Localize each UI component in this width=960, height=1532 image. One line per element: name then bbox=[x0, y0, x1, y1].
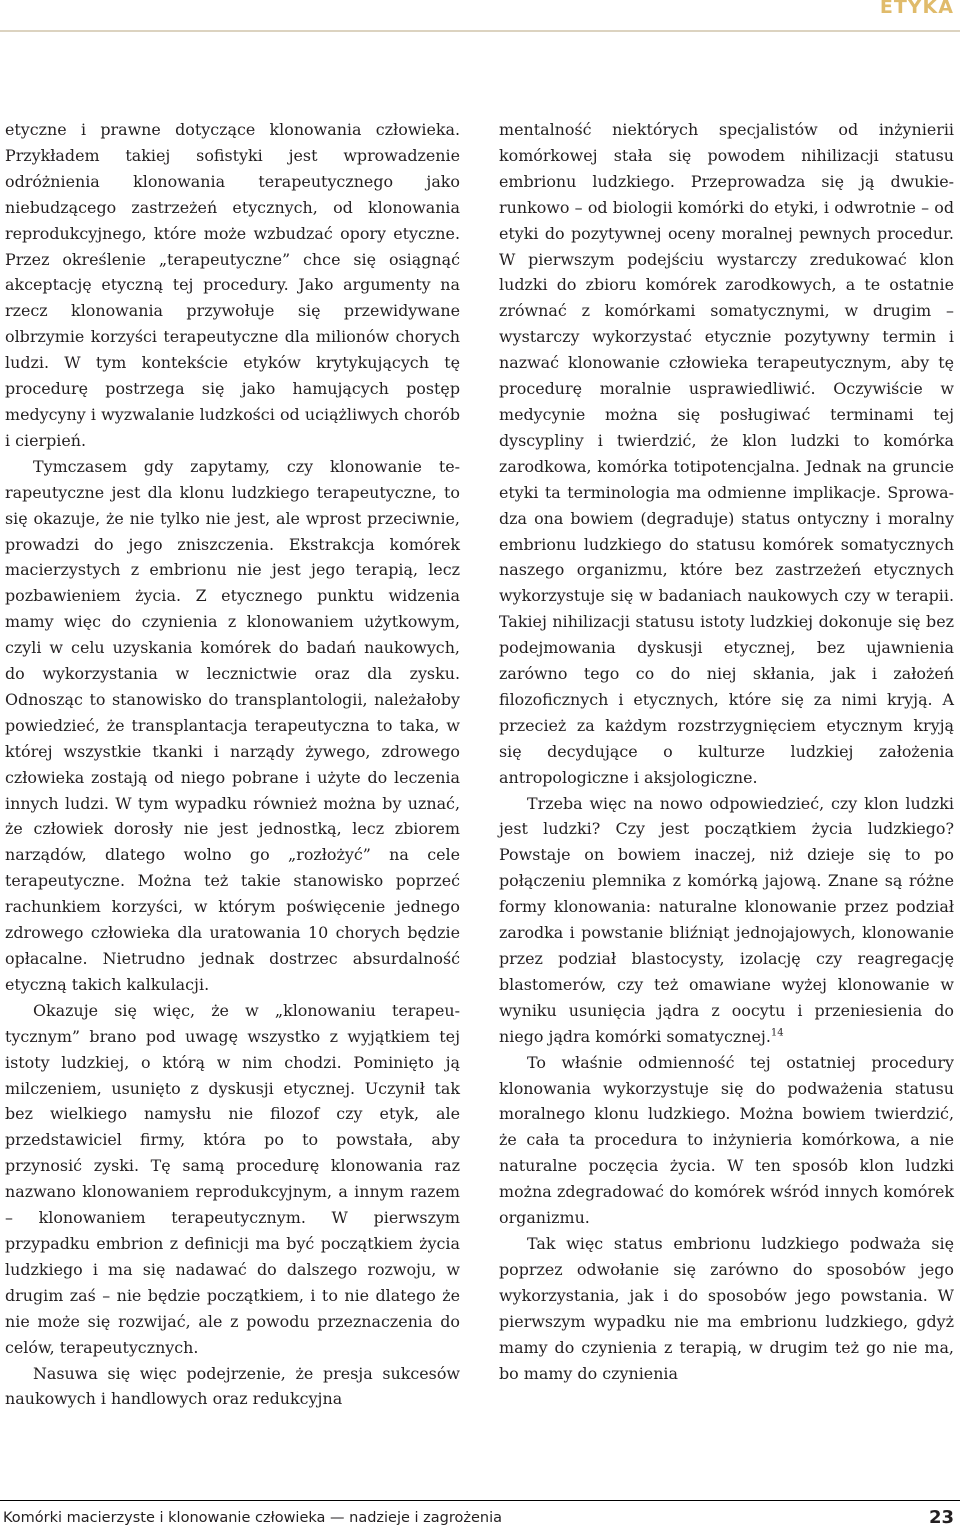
page-number: 23 bbox=[928, 1507, 954, 1528]
left-paragraph-4: Nasuwa się więc podejrzenie, że presja sukcesów naukowych i handlowych oraz redukcyjna bbox=[5, 1363, 460, 1409]
left-paragraph-2: Tymczasem gdy zapytamy, czy klonowanie terapeutyczne jest dla klonu ludzkiego terapeutyczne, to się okazuje, że nie tylko nie jest, ale wprost przeciwnie, prowadzi do jego zniszczenia. Ekstrakcja komórek macierzystych z embrionu nie jest jego terapią, lecz pozbawieniem życia. Z etycznego punktu widzenia mamy więc do czynienia z klonowaniem użytkowym, czyli w celu uzyskania komórek do badań naukowych, do wykorzystania w lecznictwie oraz dla zysku. Odnosząc to stanowisko do transplantologii, należałoby powiedzieć, że transplantacja terapeutyczna to taka, w której wszystkie tkanki i narządy żywego, zdrowego człowieka zostają od niego pobrane i użyte do leczenia innych ludzi. W tym wypadku również można by uznać, że człowiek dorosły nie jest jednostką, lecz zbiorem narządów, dlatego wolno go „rozłożyć” na cele terapeutyczne. Można też takie stanowisko poprzeć rachunkiem korzyści, w którym poświęcenie jednego zdrowego człowieka dla uratowania 10 chorych będzie opłacalne. Nietrudno jednak dostrzec absurdalność etyczną takich kalkulacji. bbox=[5, 456, 460, 994]
footnote-reference[interactable]: 14 bbox=[770, 1027, 784, 1039]
right-paragraph-2-text: Trzeba więc na nowo odpowiedzieć, czy klon ludzki jest ludzki? Czy jest początkiem życia ludzkiego? Powstaje on bowiem inaczej, niż dzieje się to po połączeniu plemnika z komórką jajową. Znane są różne formy klonowania: naturalne klonowanie przez podział zarodka i powstanie bliźniąt jednojajowych, klonowanie przez podział blastocysty, izolację czy reagregację blastomerów, czy też omawiane wyżej klonowanie w wyniku usunięcia jądra z oocytu i przeniesienia do niego jądra komórki somatycznej. bbox=[499, 793, 954, 1046]
right-column bbox=[499, 117, 954, 1386]
left-paragraph-1: etyczne i prawne dotyczące klonowania człowieka. Przykładem takiej sofistyki jest wprowadzenie odróżnienia klonowania terapeutycznego jako niebudzącego zastrzeżeń etycznych, od klonowania reprodukcyjnego, które może wzbudzać opory etyczne. Przez określenie „terapeutyczne” chce się osiągnąć akceptację etyczną tej procedury. Jako argumenty na rzecz klonowania przywołuje się przewidywane olbrzymie korzyści terapeutyczne dla milionów chorych ludzi. W tym kontekście etyków krytykujących tę procedurę postrzega się jako hamujących postęp medycyny i wyzwalanie ludzkości od uciążliwych chorób i cierpień. bbox=[5, 120, 460, 450]
right-paragraph-2 bbox=[499, 791, 954, 1050]
header-rule bbox=[0, 30, 960, 32]
left-column bbox=[5, 117, 460, 1412]
left-paragraph-3: Okazuje się więc, że w „klonowaniu terapeutycznym” brano pod uwagę wszystko z wyjątkiem tej istoty ludzkiej, o którą w nim chodzi. Pominięto ją milczeniem, usunięto z dyskusji etycznej. Uczynił tak bez wielkiego namysłu nie filozof czy etyk, ale przedstawiciel firmy, która po to powstała, aby przynosić zyski. Tę samą procedurę klonowania raz nazwano klonowaniem reprodukcyjnym, a innym razem – klonowaniem terapeutycznym. W pierwszym przypadku embrion z definicji ma być początkiem życia ludzkiego i ma się nadawać do dalszego rozwoju, w drugim zaś – nie będzie początkiem, i to nie dlatego że nie może się rozwijać, ale z powodu przeznaczenia do celów, terapeutycznych. bbox=[5, 1000, 460, 1357]
footer-title: Komórki macierzyste i klonowanie człowieka — nadzieje i zagrożenia bbox=[3, 1510, 503, 1526]
footer-rule bbox=[0, 1500, 960, 1501]
right-paragraph-4: Tak więc status embrionu ludzkiego podważa się poprzez odwołanie się zarówno do sposobów jego wykorzystania, jak i do sposobów jego powstania. W pierwszym wypadku nie ma embrionu ludzkiego, gdyż mamy do czynienia z terapią, w drugim też go nie ma, bo mamy do czynienia bbox=[499, 1233, 954, 1383]
right-paragraph-1: mentalność niektórych specjalistów od inżynierii komórkowej stała się powodem nihilizacji statusu embrionu ludzkiego. Przeprowadza się ją dwukierunkowo – od biologii komórki do etyki, i odwrotnie – od etyki do pozytywnej oceny moralnej pewnych procedur. W pierwszym podejściu wystarczy zredukować klon ludzki do zbioru komórek zarodkowych, a te ostatnie zrównać z komórkami somatycznymi, w drugim – wystarczy wykorzystać etycznie pozytywny termin i nazwać klonowanie człowieka terapeutycznym, aby tę procedurę moralnie usprawiedliwić. Oczywiście w medycynie można się posługiwać terminami tej dyscypliny i twierdzić, że klon ludzki to komórka zarodkowa, komórka totipotencjalna. Jednak na gruncie etyki ta terminologia ma odmienne implikacje. Sprowadza ona bowiem (degraduje) status ontyczny i moralny embrionu ludzkiego do statusu komórek somatycznych naszego organizmu, które bez zastrzeżeń etycznych wykorzystuje się w badaniach naukowych czy w terapii. Takiej nihilizacji statusu istoty ludzkiej dokonuje się bez podejmowania dyskusji etycznej, bez ujawnienia zarówno tego co do niej skłania, jak i założeń filozoficznych i etycznych, które się za nimi kryją. A przecież za każdym rozstrzygnięciem etycznym kryją się decydujące o kulturze ludzkiej założenia antropologiczne i aksjologiczne. bbox=[499, 120, 954, 787]
section-label: ETYKA bbox=[879, 0, 954, 18]
right-paragraph-3: To właśnie odmienność tej ostatniej procedury klonowania wykorzystuje się do podważenia statusu moralnego klonu ludzkiego. Można bowiem twierdzić, że cała ta procedura to inżynieria komórkowa, a nie naturalne poczęcia życia. W ten sposób klon ludzki można zdegradować do komórek wśród innych komórek organizmu. bbox=[499, 1052, 954, 1228]
